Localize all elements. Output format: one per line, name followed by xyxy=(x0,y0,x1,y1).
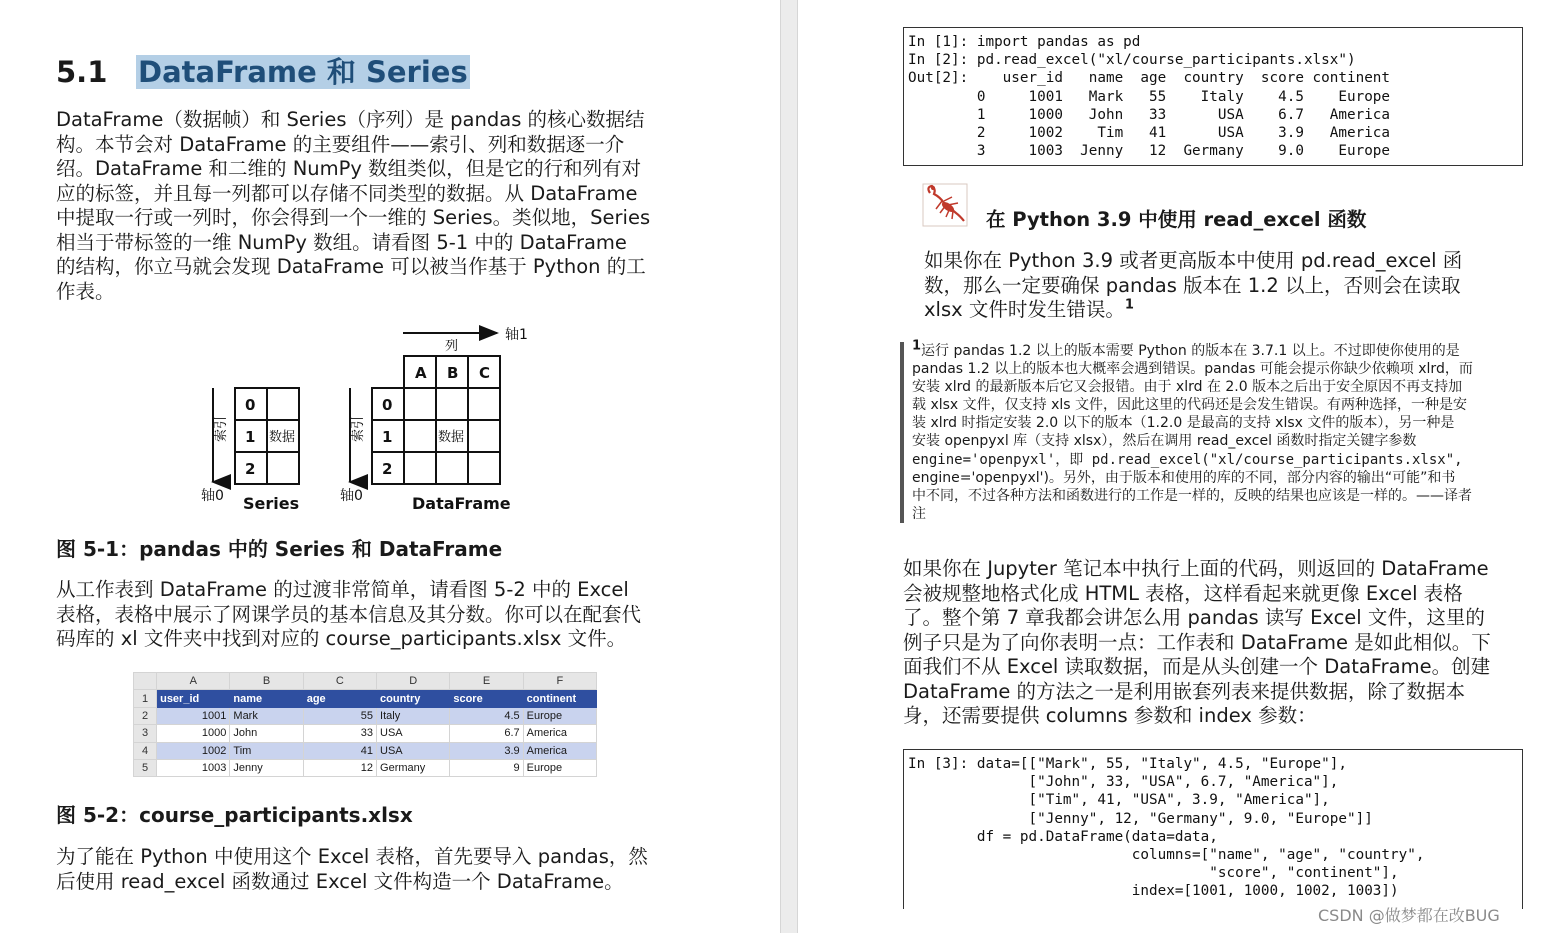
note-line: 中不同，不过各种方法和函数进行的工作是一样的，反映的结果也应该是一样的。——译者 xyxy=(912,487,1472,504)
text-line: 数，那么一定要确保 pandas 版本在 1.2 以上，否则会在读取 xyxy=(924,273,1461,297)
excel-row xyxy=(134,759,597,776)
note-line: 装 xlrd 时指定安装 2.0 以下的版本（1.2.0 是最高的支持 xlsx 文件的版本），另一种是 xyxy=(912,415,1455,432)
series-index-2: 2 xyxy=(245,460,256,478)
excel-cell[interactable]: 9 xyxy=(450,759,523,776)
footnote-ref[interactable]: 1 xyxy=(1124,297,1134,313)
excel-cell[interactable]: 33 xyxy=(303,725,376,742)
code-line: columns=["name", "age", "country", xyxy=(908,847,1425,864)
axis1-label: 轴1 xyxy=(505,327,528,343)
text-line: 了。整个第 7 章我都会讲怎么用 pandas 读写 Excel 文件，这里的 xyxy=(903,606,1485,629)
code-line: index=[1001, 1000, 1002, 1003]) xyxy=(908,883,1399,900)
text-line: 从工作表到 DataFrame 的过渡非常简单，请看图 5-2 中的 Excel xyxy=(56,578,629,601)
code-line: ["John", 33, "USA", 6.7, "America"], xyxy=(908,774,1339,791)
excel-header-cell: user_id xyxy=(157,690,230,707)
figure1-caption: 图 5-1：pandas 中的 Series 和 DataFrame xyxy=(56,537,503,561)
figure2-caption: 图 5-2：course_participants.xlsx xyxy=(56,803,413,827)
text-line: 如果你在 Jupyter 笔记本中执行上面的代码，则返回的 DataFrame xyxy=(903,557,1489,580)
text-line: 面我们不从 Excel 读取数据，而是从头创建一个 DataFrame。创建 xyxy=(903,655,1491,678)
excel-table xyxy=(133,672,597,777)
dataframe-label: DataFrame xyxy=(412,494,511,513)
excel-cell[interactable]: America xyxy=(523,742,596,759)
excel-cell[interactable]: Jenny xyxy=(230,759,303,776)
excel-cell[interactable]: 55 xyxy=(303,707,376,724)
columns-label: 列 xyxy=(445,339,459,354)
code-block-1[interactable] xyxy=(903,27,1523,166)
excel-col-letter: F xyxy=(523,673,596,690)
excel-header-cell: continent xyxy=(523,690,596,707)
code-line: 2 1002 Tim 41 USA 3.9 America xyxy=(908,125,1391,142)
code-line: "score", "continent"], xyxy=(908,865,1399,882)
text-line: 码库的 xl 文件夹中找到对应的 course_participants.xlsx 文件。 xyxy=(56,627,627,650)
text-line: 作表。 xyxy=(56,279,115,303)
section-heading xyxy=(56,50,470,91)
code-line: Out[2]: user_id name age country score continent xyxy=(908,70,1391,87)
axis0-label-series: 轴0 xyxy=(201,488,224,504)
text-line: 后使用 read_excel 函数通过 Excel 文件构造一个 DataFrame。 xyxy=(56,869,624,893)
text-line: 会被规整地格式化成 HTML 表格，这样看起来就更像 Excel 表格 xyxy=(903,581,1463,605)
text-line: 如果你在 Python 3.9 或者更高版本中使用 pd.read_excel 函 xyxy=(924,249,1463,272)
excel-row xyxy=(134,707,597,724)
scorpion-icon xyxy=(922,183,968,227)
code-line: ["Tim", 41, "USA", 3.9, "America"], xyxy=(908,792,1330,809)
df-index-0: 0 xyxy=(382,396,393,414)
note-line: 安装 openpyxl 库（支持 xlsx），然后在调用 read_excel 函数时指定关键字参数 xyxy=(912,433,1417,450)
excel-row-number: 4 xyxy=(134,742,157,759)
excel-col-letter: D xyxy=(377,673,450,690)
code-line: In [1]: import pandas as pd xyxy=(908,34,1141,50)
paragraph-3 xyxy=(56,845,648,894)
code-line: 0 1001 Mark 55 Italy 4.5 Europe xyxy=(908,88,1391,105)
excel-cell[interactable]: 3.9 xyxy=(450,742,523,759)
section-number: 5.1 xyxy=(56,55,108,89)
note-line: 载 xlsx 文件，仅支持 xls 文件，因此这里的代码还是会发生错误。有两种选择，一种是安 xyxy=(912,397,1468,414)
df-col-a: A xyxy=(415,364,427,382)
excel-cell[interactable]: Europe xyxy=(523,707,596,724)
excel-cell[interactable]: Italy xyxy=(377,707,450,724)
excel-cell[interactable]: John xyxy=(230,725,303,742)
excel-cell[interactable]: 41 xyxy=(303,742,376,759)
excel-cell[interactable]: America xyxy=(523,725,596,742)
text-line: 中提取一行或一列时，你会得到一个一维的 Series。类似地，Series xyxy=(56,206,651,229)
note-line: 运行 pandas 1.2 以上的版本需要 Python 的版本在 3.7.1 以上。不过即使你使用的是 xyxy=(921,343,1460,359)
text-line: 例子只是为了向你表明一点：工作表和 DataFrame 是如此相似。下 xyxy=(903,630,1491,654)
excel-header-row xyxy=(134,690,597,707)
text-line: 身，还需要提供 columns 参数和 index 参数： xyxy=(903,704,1317,727)
excel-col-letter: B xyxy=(230,673,303,690)
figure-series-dataframe xyxy=(195,322,535,522)
code-line: ["Jenny", 12, "Germany", 9.0, "Europe"]] xyxy=(908,810,1373,827)
excel-col-letter: E xyxy=(450,673,523,690)
text-line: 表格，表格中展示了网课学员的基本信息及其分数。你可以在配套代 xyxy=(56,602,642,626)
excel-cell[interactable]: 12 xyxy=(303,759,376,776)
excel-cell[interactable]: USA xyxy=(377,725,450,742)
excel-cell[interactable]: USA xyxy=(377,742,450,759)
text-line: 为了能在 Python 中使用这个 Excel 表格，首先要导入 pandas，然 xyxy=(56,845,648,868)
excel-cell[interactable]: 4.5 xyxy=(450,707,523,724)
df-col-b: B xyxy=(447,364,459,382)
excel-col-letter: C xyxy=(303,673,376,690)
code-line: In [3]: data=[["Mark", 55, "Italy", 4.5, "Europe"], xyxy=(908,756,1347,772)
excel-cell[interactable]: Europe xyxy=(523,759,596,776)
excel-header-cell: score xyxy=(450,690,523,707)
note-line: 注 xyxy=(912,505,926,522)
excel-row-number: 5 xyxy=(134,759,157,776)
excel-row-number: 1 xyxy=(134,690,157,707)
footnote-marker: 1 xyxy=(912,338,922,354)
df-index-1: 1 xyxy=(382,428,393,446)
excel-row xyxy=(134,725,597,742)
text-line: 构。本节会对 DataFrame 的主要组件——索引、列和数据逐一介 xyxy=(56,132,625,156)
df-col-c: C xyxy=(479,364,491,382)
excel-row-number: 3 xyxy=(134,725,157,742)
right-paragraph xyxy=(903,557,1491,729)
text-line: 绍。DataFrame 和二维的 NumPy 数组类似，但是它的行和列有对 xyxy=(56,157,642,180)
excel-row xyxy=(134,742,597,759)
series-index-1: 1 xyxy=(245,428,256,446)
watermark: CSDN @做梦都在改BUG xyxy=(1318,906,1500,925)
page-gutter xyxy=(780,0,798,933)
excel-cell[interactable]: 1003 xyxy=(157,759,230,776)
excel-corner xyxy=(134,673,157,690)
code-line: 3 1003 Jenny 12 Germany 9.0 Europe xyxy=(908,143,1391,160)
sidebar-paragraph xyxy=(924,249,1462,323)
index-label-dataframe: 索引 xyxy=(351,415,366,442)
code-line: df = pd.DataFrame(data=data, xyxy=(908,828,1218,845)
note-line: 安装 xlrd 的最新版本后它又会报错。由于 xlrd 在 2.0 版本之后出于安全原因不再支持加 xyxy=(912,379,1463,396)
series-index-0: 0 xyxy=(245,396,256,414)
series-data-label: 数据 xyxy=(269,430,296,445)
excel-row-number: 2 xyxy=(134,707,157,724)
excel-header-cell: name xyxy=(230,690,303,707)
paragraph-2 xyxy=(56,578,641,652)
section-title[interactable]: DataFrame 和 Series xyxy=(138,55,468,89)
code-line: In [2]: pd.read_excel("xl/course_participants.xlsx") xyxy=(908,52,1356,69)
footnote-block xyxy=(900,338,1541,523)
excel-cell[interactable]: 1001 xyxy=(157,707,230,724)
excel-cell[interactable]: 6.7 xyxy=(450,725,523,742)
df-index-2: 2 xyxy=(382,460,393,478)
df-data-label: 数据 xyxy=(438,430,465,445)
text-line: xlsx 文件时发生错误。 xyxy=(924,298,1125,321)
excel-cell[interactable]: Mark xyxy=(230,707,303,724)
index-label-series: 索引 xyxy=(214,415,229,442)
note-line: engine='openpyxl'，即 pd.read_excel("xl/course_participants.xlsx", xyxy=(912,451,1463,468)
excel-header-cell: country xyxy=(377,690,450,707)
text-line: 的结构，你立马就会发现 DataFrame 可以被当作基于 Python 的工 xyxy=(56,255,646,278)
code-block-2[interactable] xyxy=(903,749,1523,909)
series-label: Series xyxy=(243,494,300,513)
excel-header-cell: age xyxy=(303,690,376,707)
excel-cell[interactable]: 1002 xyxy=(157,742,230,759)
text-line: 应的标签，并且每一列都可以存储不同类型的数据。从 DataFrame xyxy=(56,181,638,205)
sidebar-title: 在 Python 3.9 中使用 read_excel 函数 xyxy=(986,208,1367,231)
axis0-label-dataframe: 轴0 xyxy=(340,488,363,504)
intro-paragraph xyxy=(56,108,650,304)
excel-cell[interactable]: Tim xyxy=(230,742,303,759)
text-line: DataFrame（数据帧）和 Series（序列）是 pandas 的核心数据结 xyxy=(56,108,645,131)
text-line: DataFrame 的方法之一是利用嵌套列表来提供数据，除了数据本 xyxy=(903,679,1466,703)
excel-cell[interactable]: 1000 xyxy=(157,725,230,742)
excel-cell[interactable]: Germany xyxy=(377,759,450,776)
note-line: pandas 1.2 以上的版本也大概率会遇到错误。pandas 可能会提示你缺少依赖项 xlrd，而 xyxy=(912,361,1473,378)
code-line: 1 1000 John 33 USA 6.7 America xyxy=(908,106,1391,123)
note-line: engine='openpyxl')。另外，由于版本和使用的库的不同，部分内容的输出“可能”和书 xyxy=(912,469,1456,486)
text-line: 相当于带标签的一维 NumPy 数组。请看图 5-1 中的 DataFrame xyxy=(56,230,627,254)
excel-col-letter: A xyxy=(157,673,230,690)
